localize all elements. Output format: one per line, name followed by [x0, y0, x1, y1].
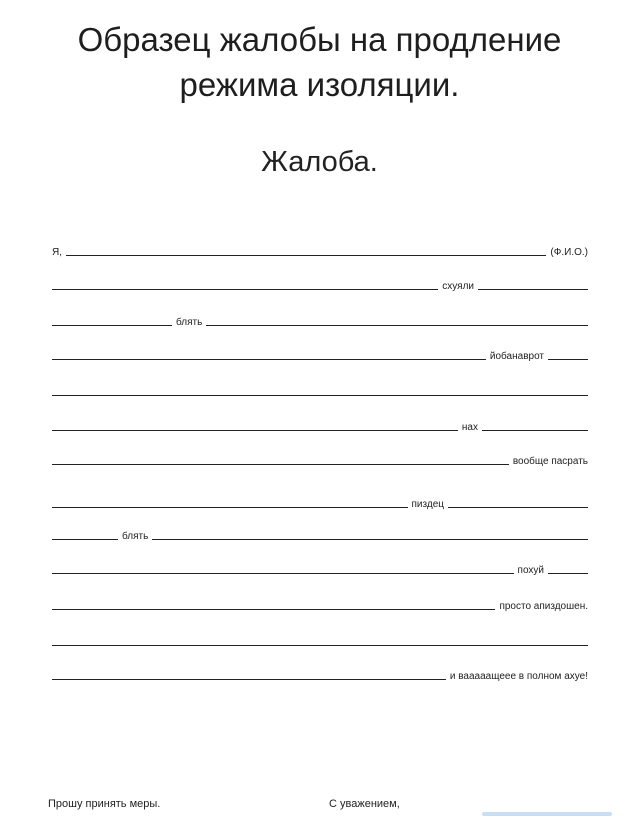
row-word: блять [122, 531, 149, 542]
row-word: вообще пасрать [512, 456, 588, 467]
form-row-10 [52, 556, 588, 578]
form-row-11 [52, 592, 588, 614]
form-row-4 [52, 342, 588, 364]
form-row-7 [52, 447, 588, 469]
header-banner [0, 0, 639, 128]
blank-line[interactable] [66, 255, 546, 256]
blank-line[interactable] [448, 507, 588, 508]
form-row-1 [52, 238, 588, 260]
blank-line[interactable] [52, 395, 588, 396]
blank-line[interactable] [52, 289, 438, 290]
footer-request-text: Прошу принять меры. [48, 798, 161, 810]
row-word: блять [176, 317, 203, 328]
blank-line[interactable] [52, 359, 486, 360]
form-row-5 [52, 378, 588, 400]
watermark-fragment [482, 812, 612, 816]
blank-line[interactable] [52, 573, 514, 574]
form-row-2 [52, 272, 588, 294]
page-title-line2: режима изоляции. [179, 66, 460, 103]
blank-line[interactable] [52, 507, 408, 508]
blank-line[interactable] [52, 464, 509, 465]
blank-line[interactable] [548, 573, 588, 574]
row-word: и вааааащеее в полном ахуе! [449, 671, 588, 682]
row-word: пиздец [411, 499, 444, 510]
blank-line[interactable] [52, 325, 172, 326]
blank-line[interactable] [206, 325, 588, 326]
form-row-13 [52, 662, 588, 684]
form-row-8 [52, 490, 588, 512]
footer-regards-text: С уважением, [329, 798, 400, 810]
blank-line[interactable] [52, 645, 588, 646]
form-row-6 [52, 413, 588, 435]
row-word: просто апиздошен. [499, 601, 588, 612]
blank-line[interactable] [52, 539, 118, 540]
blank-line[interactable] [478, 289, 588, 290]
blank-line[interactable] [52, 679, 446, 680]
blank-line[interactable] [482, 430, 588, 431]
form-title: Жалоба. [261, 146, 378, 178]
row-word: йобанаврот [489, 351, 544, 362]
row-word: схуяли [442, 281, 474, 292]
blank-line[interactable] [152, 539, 588, 540]
blank-line[interactable] [52, 430, 458, 431]
form-row-9 [52, 522, 588, 544]
page-title-line1: Образец жалобы на продление [77, 21, 562, 58]
form-row-3 [52, 308, 588, 330]
row-word: похуй [517, 565, 544, 576]
row-prefix: Я, [52, 247, 62, 258]
form-row-12 [52, 628, 588, 650]
blank-line[interactable] [548, 359, 588, 360]
row-word: нах [461, 422, 478, 433]
blank-line[interactable] [52, 609, 495, 610]
fio-label: (Ф.И.О.) [550, 247, 588, 258]
